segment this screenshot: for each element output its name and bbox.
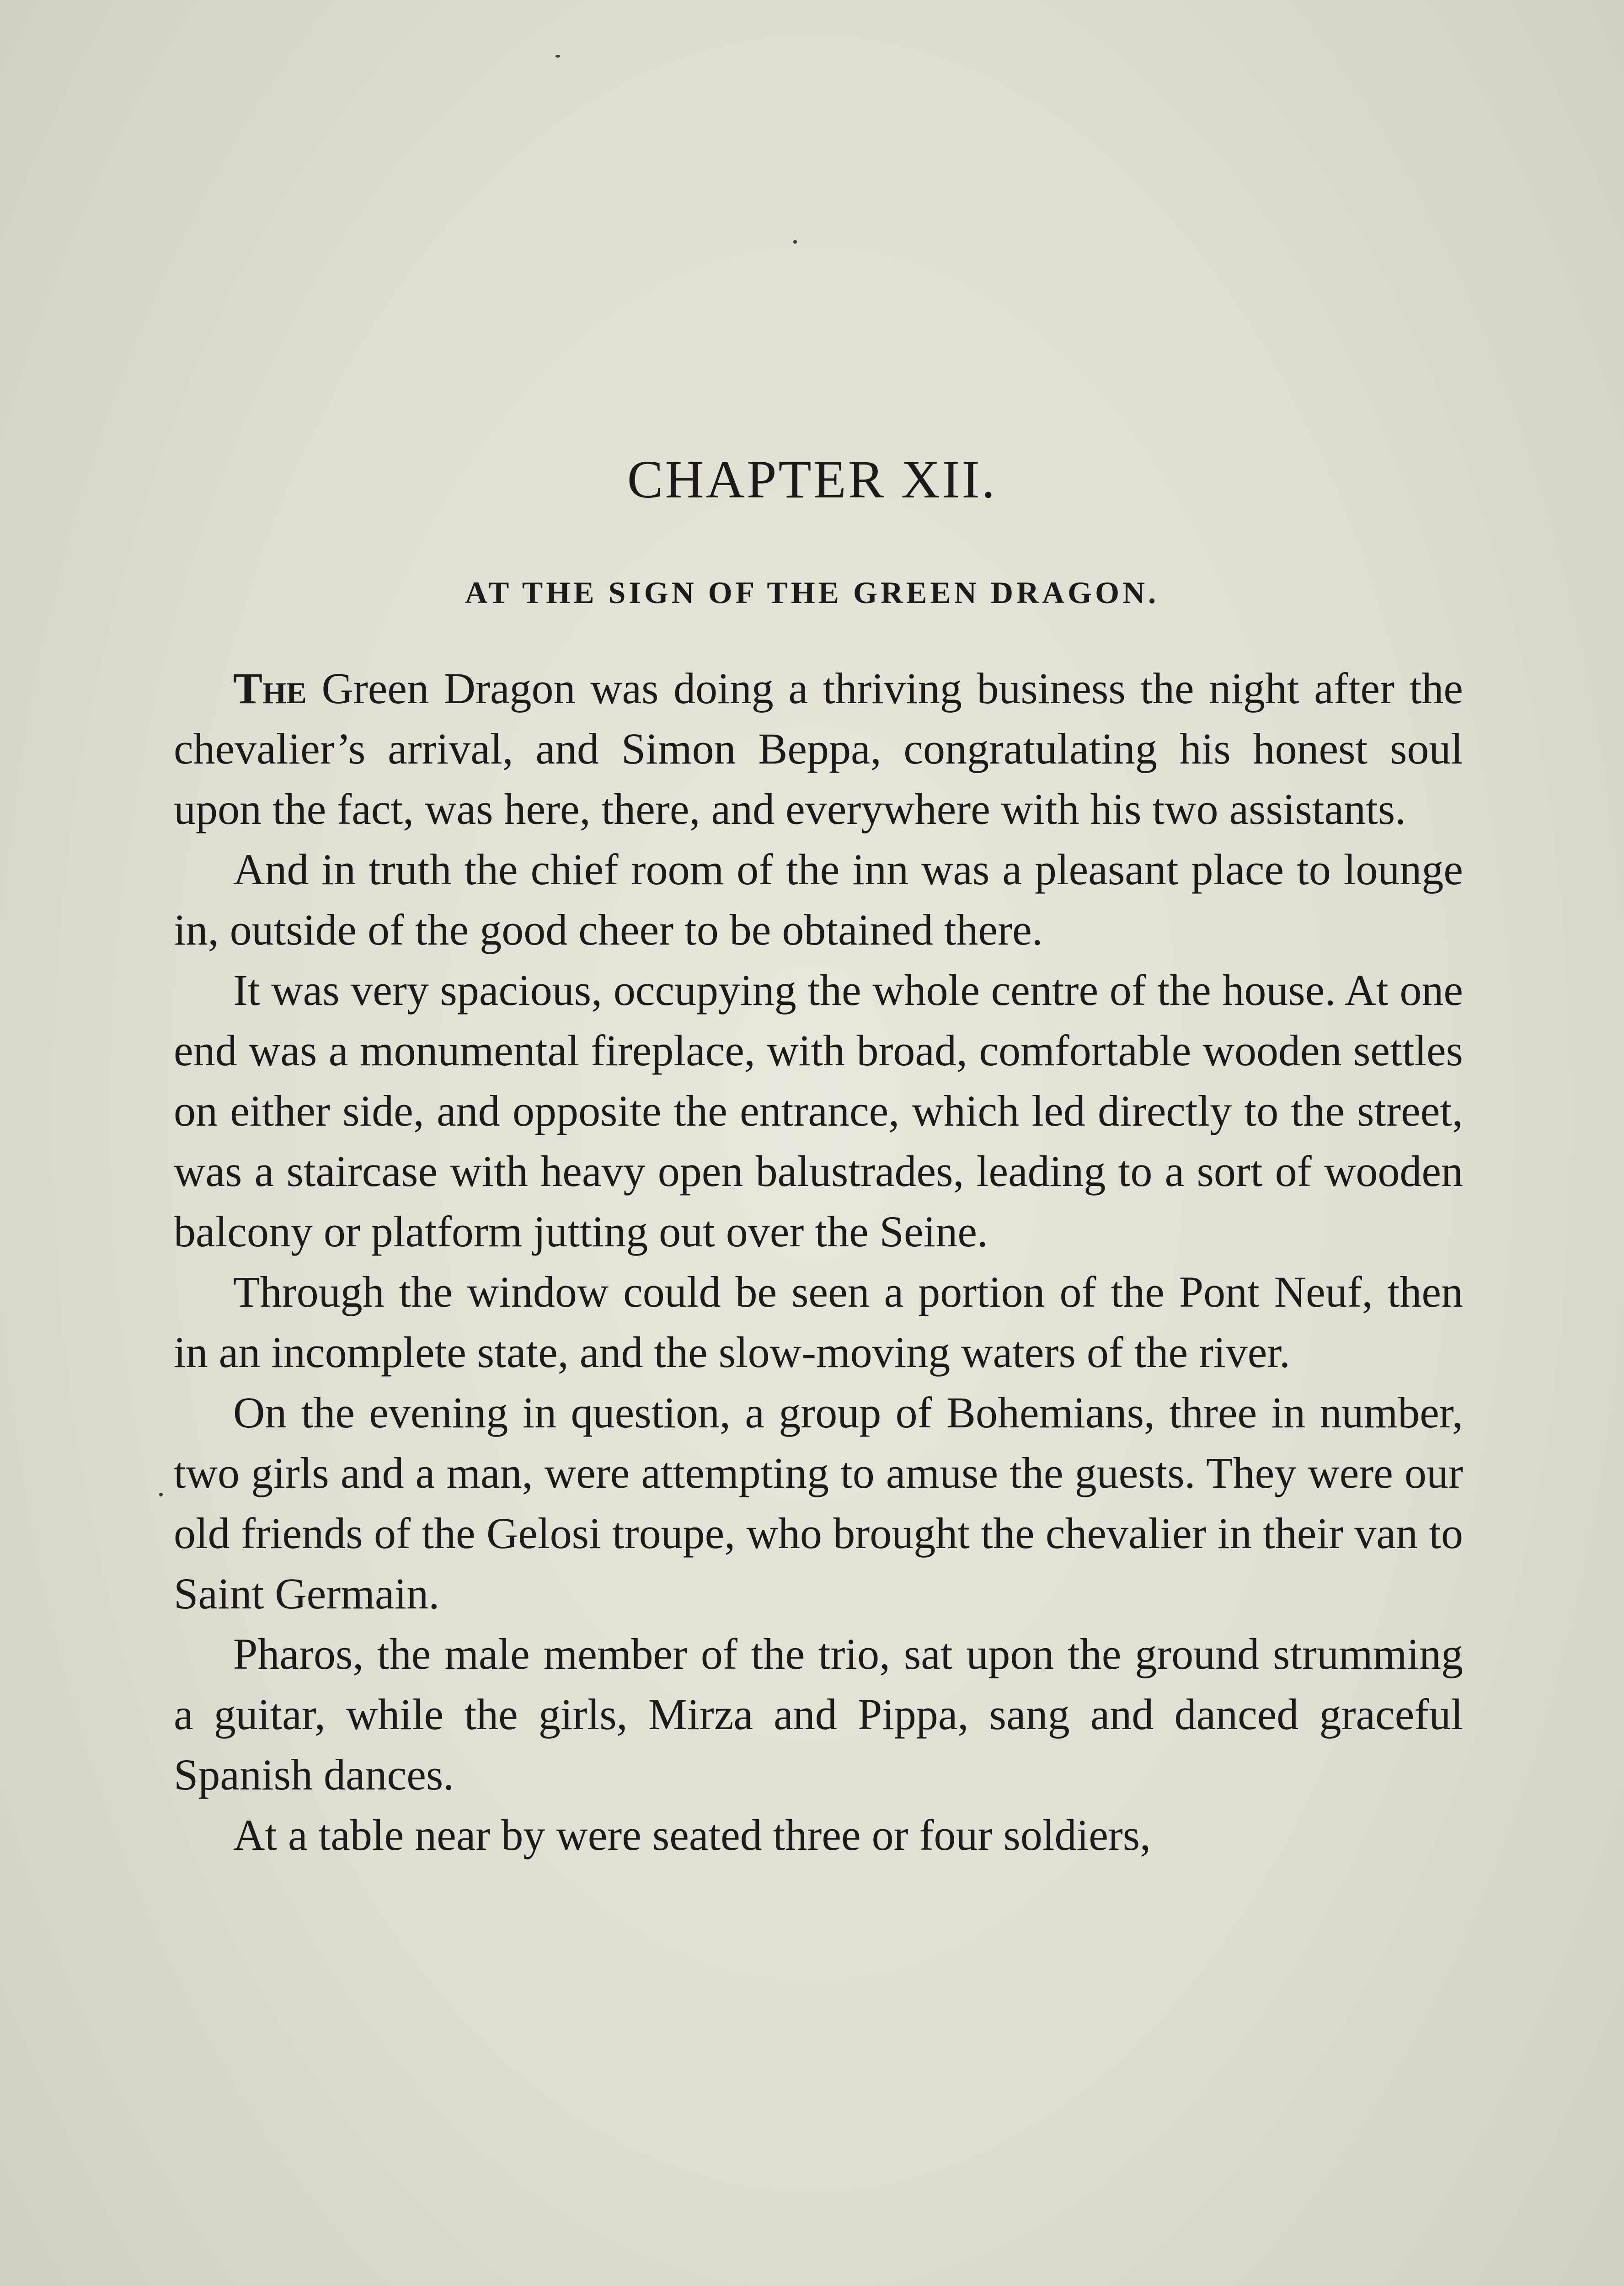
paragraph-7: At a table near by were seated three or four soldiers, [233, 1811, 1151, 1859]
chapter-body [174, 658, 1463, 1865]
paragraph-3: It was very spacious, occupying the whole centre of the house. At one end was a monumental fireplace, with broad, comfortable wooden settles on either side, and opposite the entrance, which led directly to the street, was a staircase with heavy open balustrades, leading to a sort of wooden balcony or platform jutting out over the Seine. [174, 966, 1463, 1256]
paper-speck [556, 55, 560, 58]
chapter-title: CHAPTER XII. [627, 449, 997, 509]
paragraph-6: Pharos, the male member of the trio, sat upon the ground strumming a guitar, while the girls, Mirza and Pippa, sang and danced graceful Spanish dances. [174, 1629, 1463, 1799]
paragraph-text: Green Dragon was doing a thriving business the night after the chevalier’s arrival, and Simon Beppa, congratulating his honest soul upon the fact, was here, there, and everywhere with his two assistants. [174, 664, 1463, 833]
drop-lead-word: The [233, 664, 307, 713]
paragraph-2: And in truth the chief room of the inn was a pleasant place to lounge in, outside of the good cheer to be obtained there. [174, 845, 1463, 954]
paragraph-4: Through the window could be seen a portion of the Pont Neuf, then in an incomplete state, and the slow-moving waters of the river. [174, 1267, 1463, 1377]
paper-speck [159, 1493, 163, 1496]
chapter-subtitle: AT THE SIGN OF THE GREEN DRAGON. [465, 575, 1159, 610]
paper-speck [793, 240, 797, 244]
paragraph-1 [174, 658, 1463, 839]
paragraph-5: On the evening in question, a group of Bohemians, three in number, two girls and a man, were attempting to amuse the guests. They were our old friends of the Gelosi troupe, who brought the chevalier in their van to Saint Germain. [174, 1388, 1463, 1618]
